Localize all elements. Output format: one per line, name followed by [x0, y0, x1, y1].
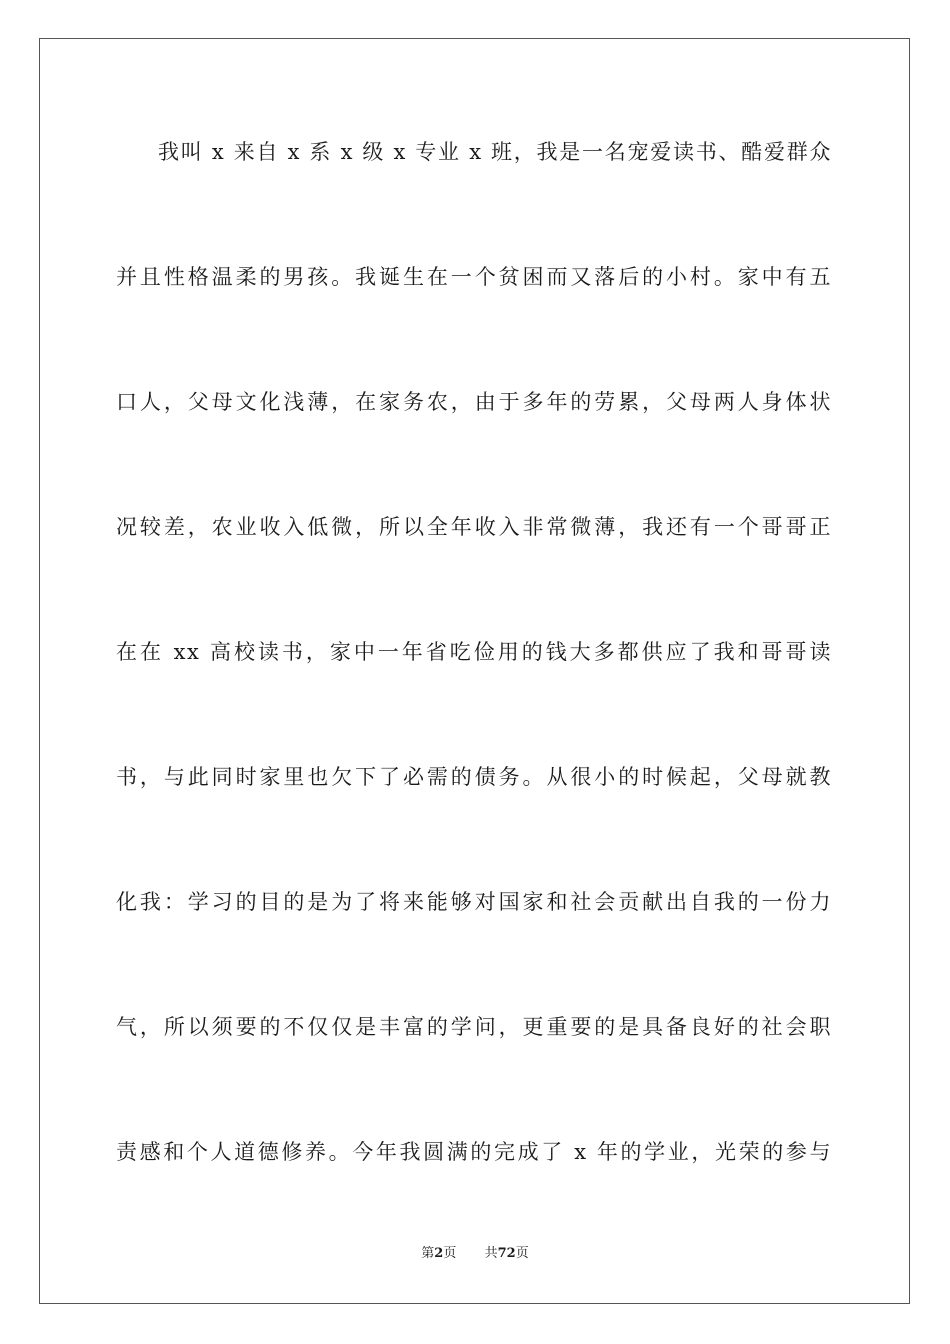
- total-suffix: 页: [515, 1246, 529, 1261]
- text-line: 书，与此同时家里也欠下了必需的债务。从很小的时候起，父母就教: [116, 765, 832, 789]
- page-suffix: 页: [443, 1246, 457, 1261]
- text-line: 并且性格温柔的男孩。我诞生在一个贫困而又落后的小村。家中有五: [116, 265, 832, 289]
- text-line: 化我：学习的目的是为了将来能够对国家和社会贡献出自我的一份力: [116, 890, 832, 914]
- text-line: 我叫 x 来自 x 系 x 级 x 专业 x 班，我是一名宠爱读书、酷爱群众: [158, 140, 832, 164]
- text-line: 责感和个人道德修养。今年我圆满的完成了 x 年的学业，光荣的参与: [116, 1140, 832, 1164]
- text-line: 气，所以须要的不仅仅是丰富的学问，更重要的是具备良好的社会职: [116, 1015, 832, 1039]
- body-paragraph: [116, 124, 832, 1249]
- total-pages-label: [485, 1242, 529, 1261]
- text-line: 况较差，农业收入低微，所以全年收入非常微薄，我还有一个哥哥正: [116, 515, 832, 539]
- total-prefix: 共: [484, 1246, 498, 1261]
- total-page-count: 72: [497, 1246, 516, 1261]
- page-prefix: 第: [421, 1246, 435, 1261]
- page-footer: [0, 1242, 950, 1261]
- text-line: 口人，父母文化浅薄，在家务农，由于多年的劳累，父母两人身体状: [116, 390, 832, 414]
- page-number-label: [421, 1242, 456, 1261]
- current-page-number: 2: [434, 1246, 444, 1261]
- text-line: 在在 xx 高校读书，家中一年省吃俭用的钱大多都供应了我和哥哥读: [116, 640, 832, 664]
